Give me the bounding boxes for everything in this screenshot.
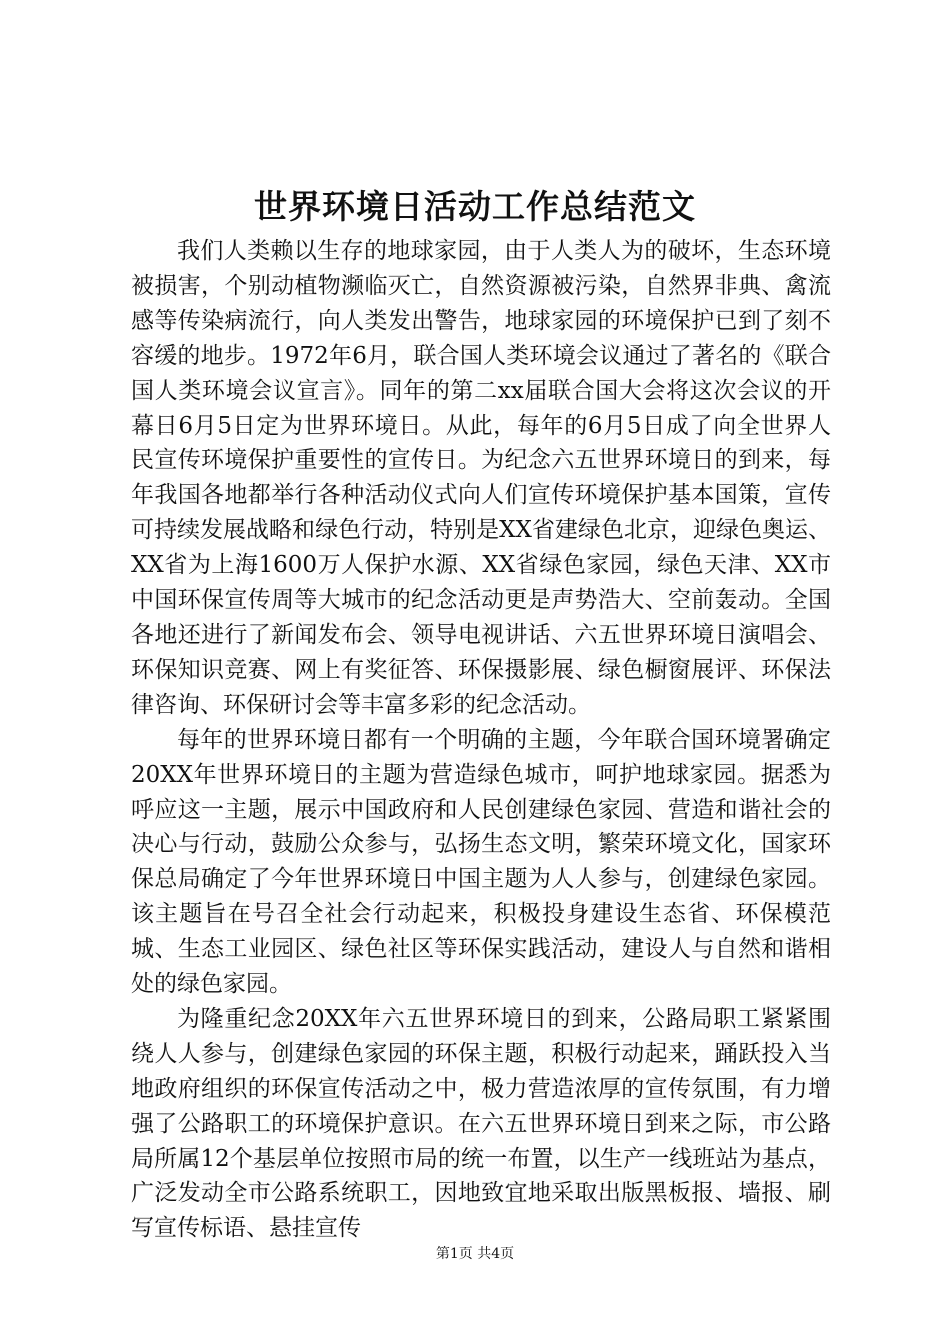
paragraph-2: 每年的世界环境日都有一个明确的主题，今年联合国环境署确定20XX年世界环境日的主题为营造绿色城市，呵护地球家园。据悉为呼应这一主题，展示中国政府和人民创建绿色家园、营造和谐社会的决心与行动，鼓励公众参与，弘扬生态文明，繁荣环境文化，国家环保总局确定了今年世界环境日中国主题为人人参与，创建绿色家园。该主题旨在号召全社会行动起来，积极投身建设生态省、环保模范城、生态工业园区、绿色社区等环保实践活动，建设人与自然和谐相处的绿色家园。 bbox=[131, 726, 831, 998]
page-footer: 第1页 共4页 bbox=[435, 1246, 515, 1262]
document-body bbox=[131, 234, 831, 1246]
document-title: 世界环境日活动工作总结范文 bbox=[254, 187, 696, 226]
paragraph-3: 为隆重纪念20XX年六五世界环境日的到来，公路局职工紧紧围绕人人参与，创建绿色家园的环保主题，积极行动起来，踊跃投入当地政府组织的环保宣传活动之中，极力营造浓厚的宣传氛围，有力增强了公路职工的环境保护意识。在六五世界环境日到来之际，市公路局所属12个基层单位按照市局的统一布置，以生产一线班站为基点，广泛发动全市公路系统职工，因地致宜地采取出版黑板报、墙报、刷写宣传标语、悬挂宣传 bbox=[131, 1005, 831, 1242]
paragraph-1: 我们人类赖以生存的地球家园，由于人类人为的破坏，生态环境被损害，个别动植物濒临灭亡，自然资源被污染，自然界非典、禽流感等传染病流行，向人类发出警告，地球家园的环境保护已到了刻不容缓的地步。1972年6月，联合国人类环境会议通过了著名的《联合国人类环境会议宣言》。同年的第二xx届联合国大会将这次会议的开幕日6月5日定为世界环境日。从此，每年的6月5日成了向全世界人民宣传环境保护重要性的宣传日。为纪念六五世界环境日的到来，每年我国各地都举行各种活动仪式向人们宣传环境保护基本国策，宣传可持续发展战略和绿色行动，特别是XX省建绿色北京，迎绿色奥运、XX省为上海1600万人保护水源、XX省绿色家园，绿色天津、XX市中国环保宣传周等大城市的纪念活动更是声势浩大、空前轰动。全国各地还进行了新闻发布会、领导电视讲话、六五世界环境日演唱会、环保知识竞赛、网上有奖征答、环保摄影展、绿色橱窗展评、环保法律咨询、环保研讨会等丰富多彩的纪念活动。 bbox=[131, 238, 831, 718]
